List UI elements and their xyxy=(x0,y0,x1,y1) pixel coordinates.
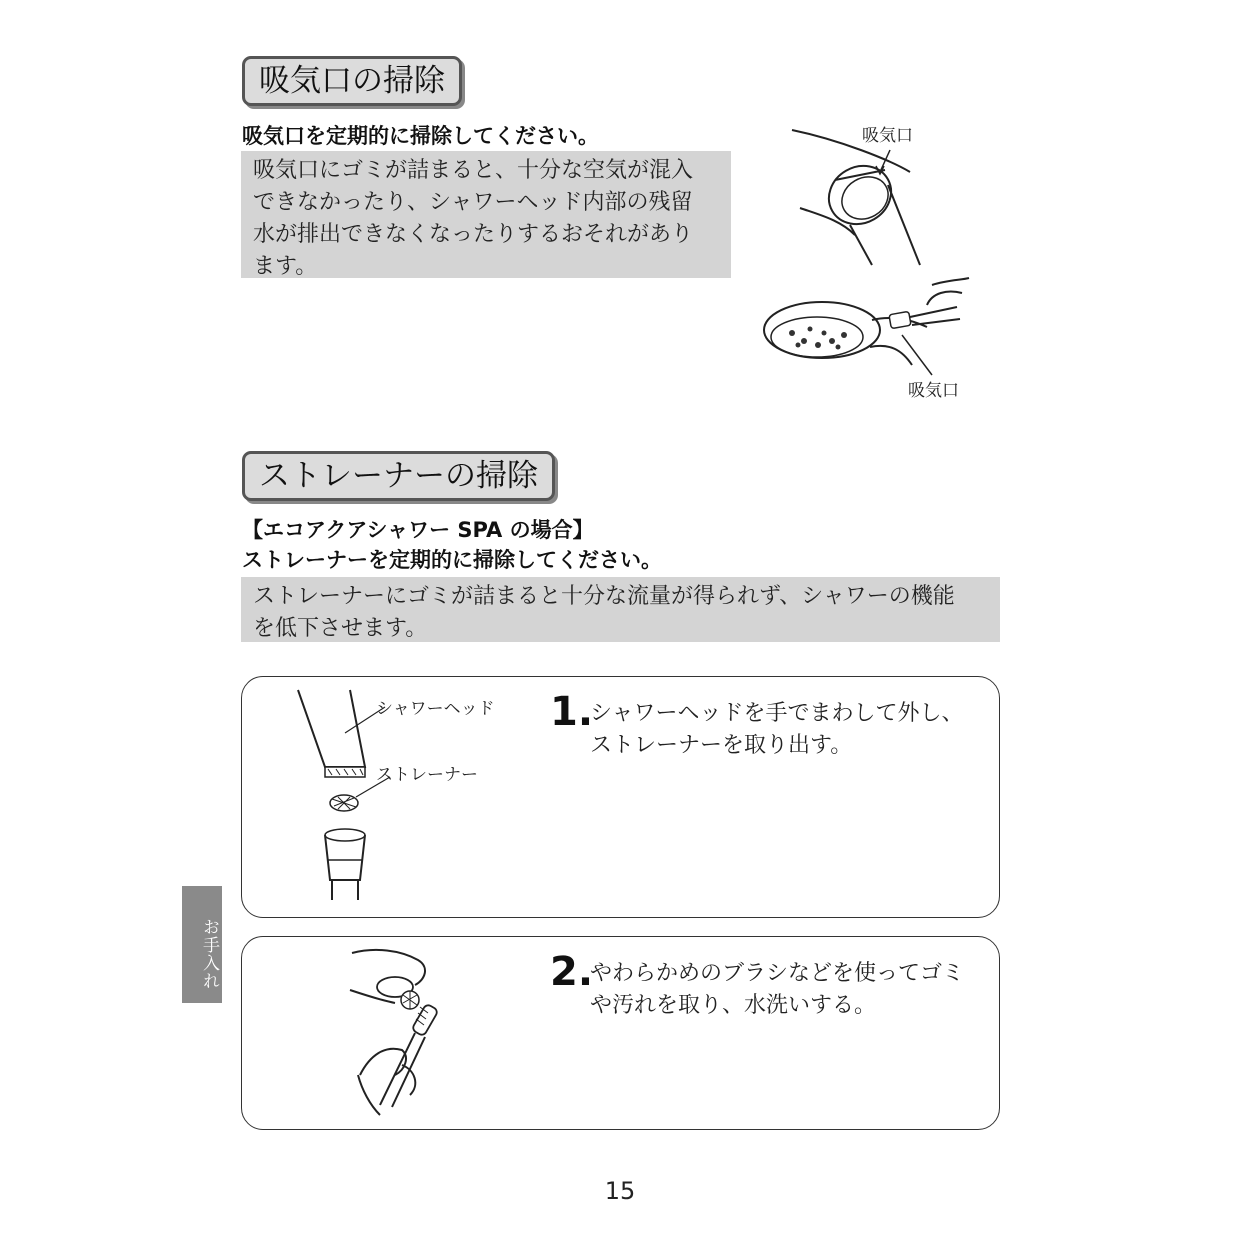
note-line: 吸気口にゴミが詰まると、十分な空気が混入 xyxy=(253,158,694,183)
step-1-number: 1. xyxy=(550,689,594,735)
note-line: できなかったり、シャワーヘッド内部の残留 xyxy=(253,190,693,215)
side-tab-maintenance: お手入れ xyxy=(182,886,222,1003)
showerhead-label: シャワーヘッド xyxy=(376,699,495,719)
section2-note xyxy=(241,577,1000,642)
section1-note xyxy=(241,151,731,278)
note-line: ます。 xyxy=(253,254,318,279)
note-line: 水が排出できなくなったりするおそれがあり xyxy=(253,222,694,247)
section2-instruction: ストレーナーを定期的に掃除してください。 xyxy=(242,548,662,572)
page-number: 15 xyxy=(604,1177,636,1205)
step-2-number: 2. xyxy=(550,949,594,995)
section-title-text: 吸気口の掃除 xyxy=(259,63,445,99)
section-title-intake-cleaning xyxy=(242,56,462,106)
step-line: ストレーナーを取り出す。 xyxy=(590,733,853,758)
intake-label-bottom: 吸気口 xyxy=(908,381,959,401)
step-line: や汚れを取り、水洗いする。 xyxy=(590,993,877,1018)
step-line: シャワーヘッドを手でまわして外し、 xyxy=(590,701,964,726)
note-line: を低下させます。 xyxy=(253,616,428,641)
step-2-text xyxy=(590,958,964,1022)
step-line: やわらかめのブラシなどを使ってゴミ xyxy=(590,961,965,986)
intake-label-top: 吸気口 xyxy=(862,126,913,146)
brush-cleaning-illustration xyxy=(340,945,470,1120)
section2-condition: 【エコアクアシャワー SPA の場合】 xyxy=(242,518,594,542)
section1-instruction: 吸気口を定期的に掃除してください。 xyxy=(242,124,599,148)
note-line: ストレーナーにゴミが詰まると十分な流量が得られず、シャワーの機能 xyxy=(253,584,955,609)
strainer-label: ストレーナー xyxy=(376,765,478,785)
section-title-strainer-cleaning xyxy=(242,451,555,501)
showerhead-brush-illustration xyxy=(762,275,972,385)
step-1-text xyxy=(590,698,964,762)
section-title-text: ストレーナーの掃除 xyxy=(259,458,538,494)
